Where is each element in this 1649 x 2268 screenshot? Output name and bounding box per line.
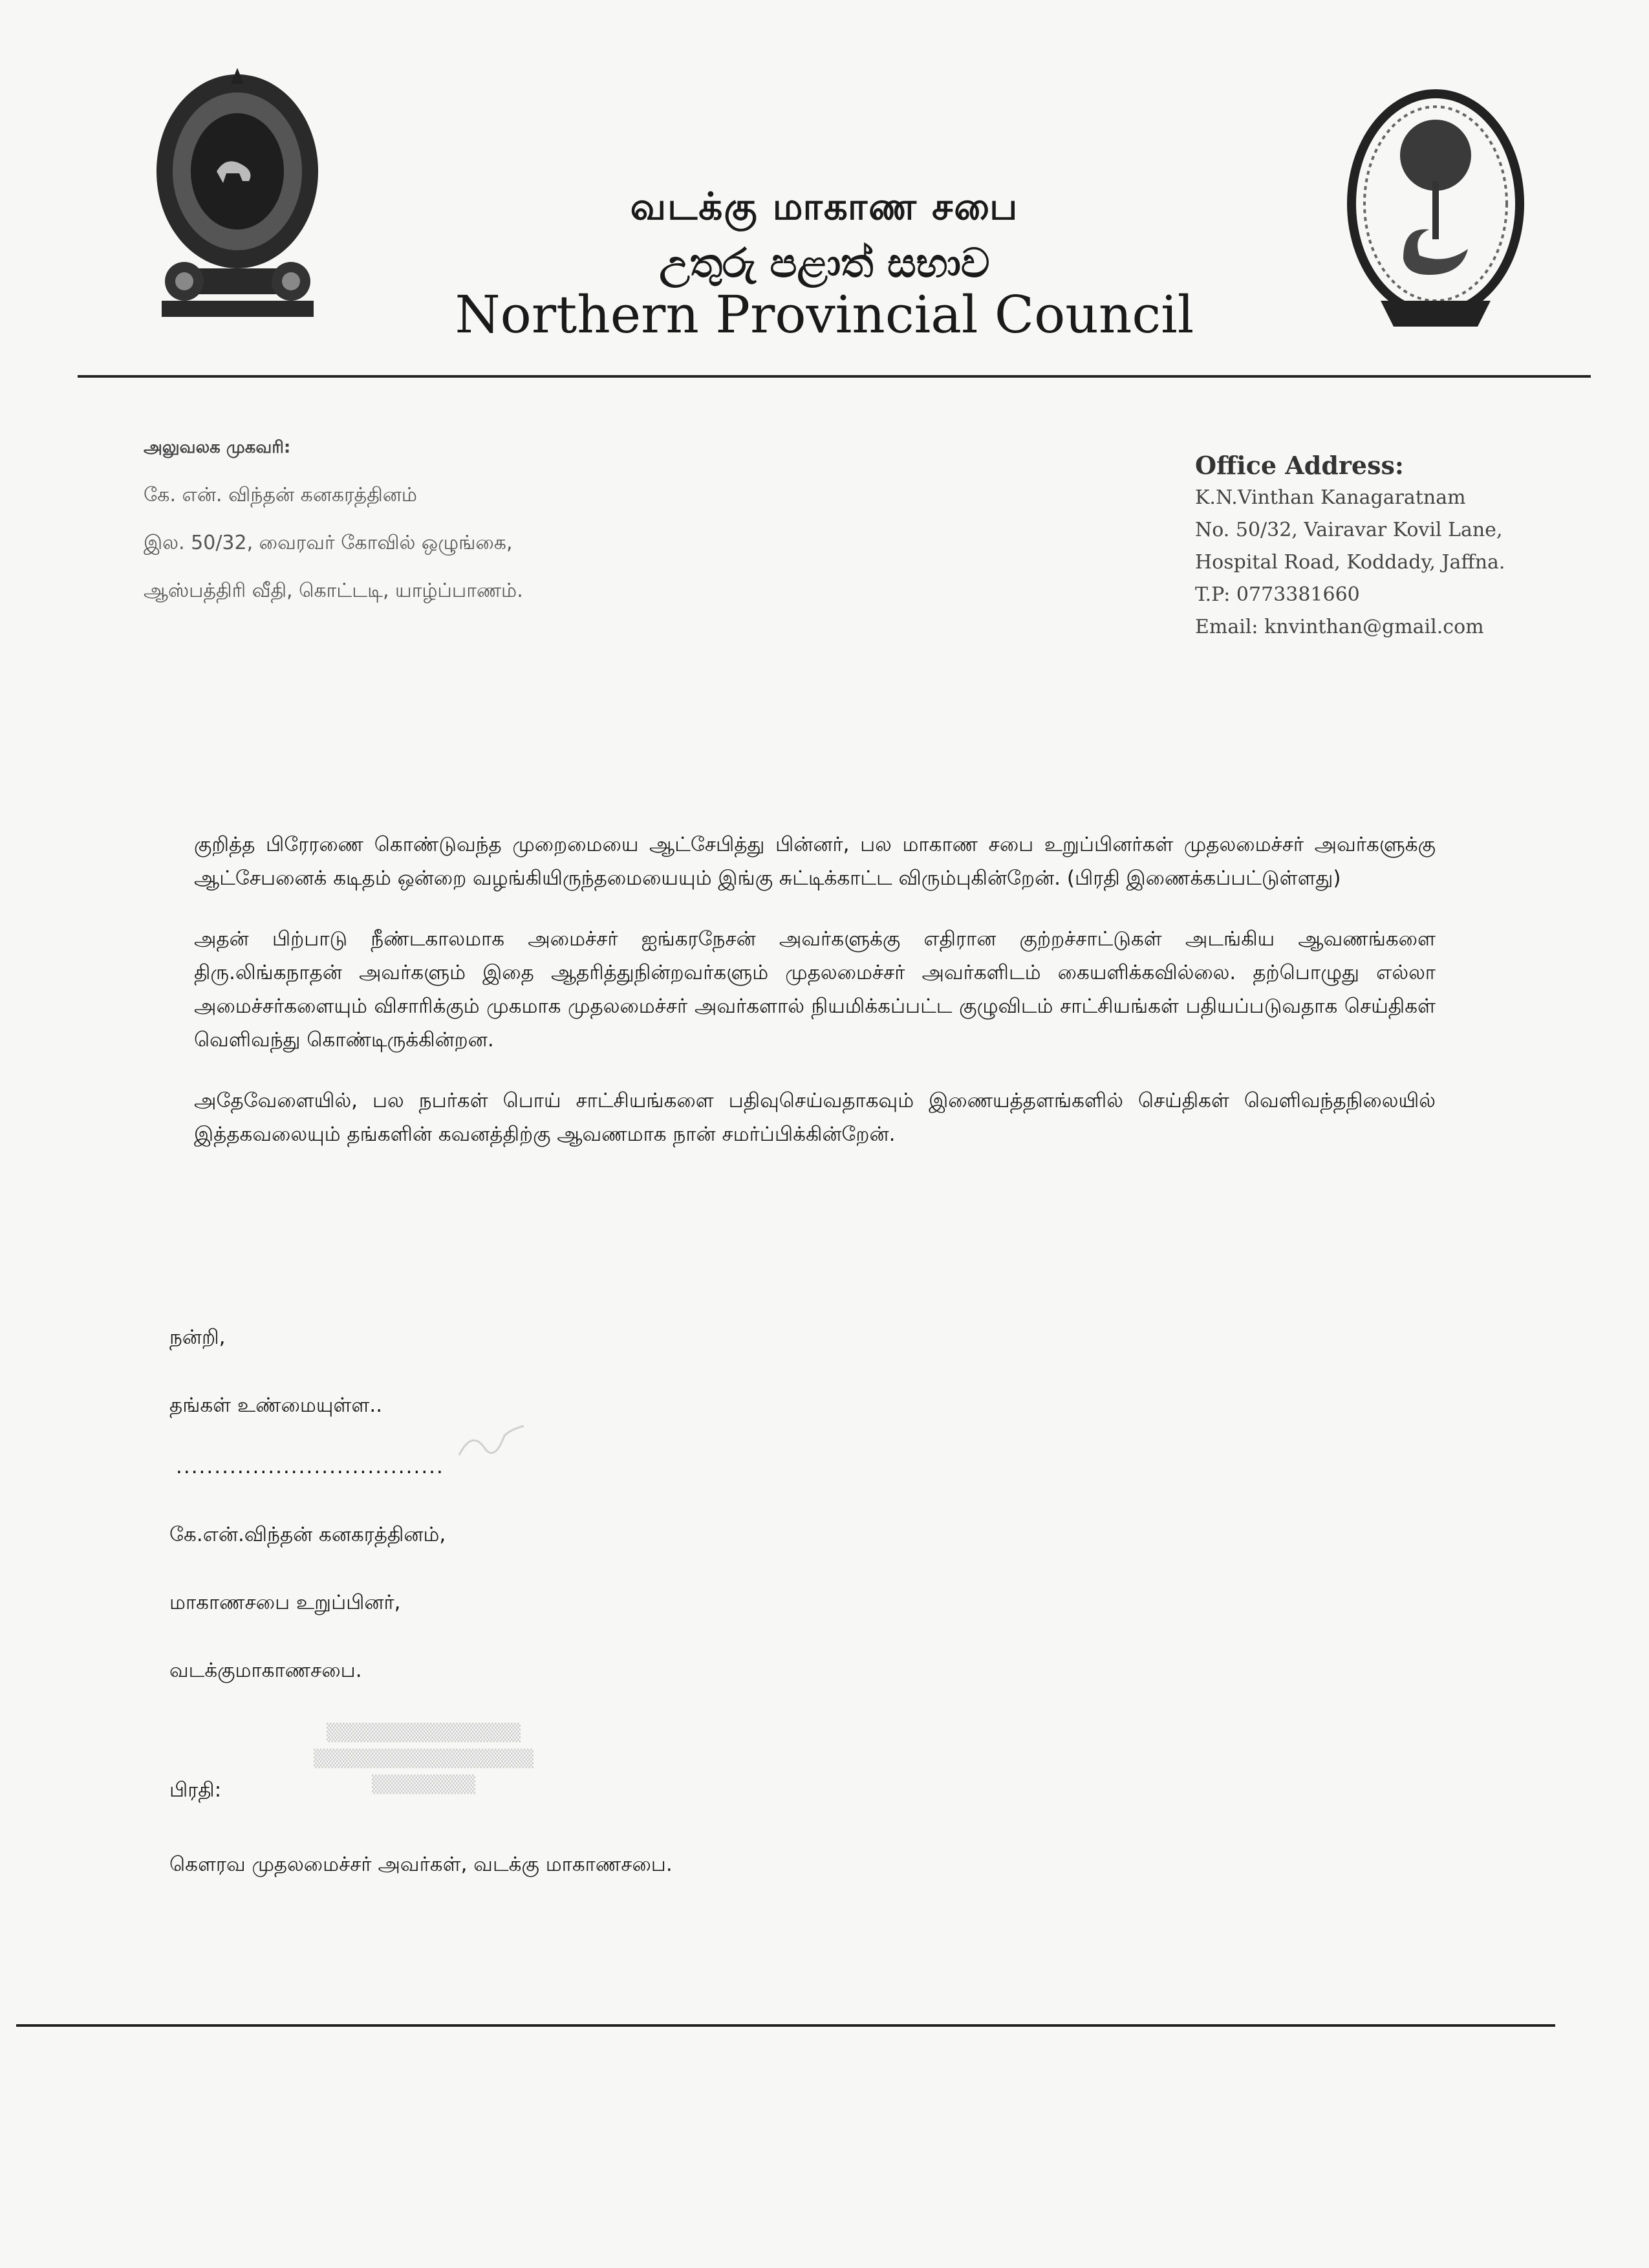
council-title-sinhala: උතුරු පළාත් සභාව: [659, 239, 990, 286]
address-label-tamil: அலுவலக முகவரி:: [144, 438, 291, 457]
closing-thanks: நன்றி,: [169, 1326, 226, 1349]
council-title-english: Northern Provincial Council: [455, 285, 1194, 345]
faint-stamp: ▒▒▒▒▒▒▒▒▒▒▒▒▒▒▒ ▒▒▒▒▒▒▒▒▒▒▒▒▒▒▒▒▒ ▒▒▒▒▒▒▒▒: [314, 1723, 534, 1795]
letter-body: [194, 828, 1436, 1178]
address-label-english: Office Address:: [1195, 451, 1404, 480]
address-line: இல. 50/32, வைரவர் கோவில் ஒழுங்கை,: [144, 532, 513, 554]
address-email: Email: knvinthan@gmail.com: [1195, 616, 1484, 638]
address-line: No. 50/32, Vairavar Kovil Lane,: [1195, 519, 1503, 541]
address-phone: T.P: 0773381660: [1195, 583, 1360, 606]
address-line: K.N.Vinthan Kanagaratnam: [1195, 486, 1466, 509]
copy-recipient: கௌரவ முதலமைச்சர் அவர்கள், வடக்கு மாகாணசபை.: [169, 1853, 673, 1876]
signatory-role: மாகாணசபை உறுப்பினர்,: [169, 1591, 401, 1614]
address-line: Hospital Road, Koddady, Jaffna.: [1195, 551, 1505, 574]
address-line: கே. என். விந்தன் கனகரத்தினம்: [144, 484, 418, 506]
council-title-tamil: வடக்கு மாகாண சபை: [630, 184, 1019, 228]
office-address-tamil: [144, 424, 726, 615]
body-paragraph: அதேவேளையில், பல நபர்கள் பொய் சாட்சியங்களை பதிவுசெய்வதாகவும் இணையத்தளங்களில் செய்திகள் வெளிவந்தநிலையில் இத்தகவலையும் தங்களின் கவனத்திற்கு ஆவணமாக நான் சமர்ப்பிக்கின்றேன்.: [194, 1089, 1436, 1146]
office-address-english: [1195, 449, 1635, 643]
signatory-name: கே.என்.விந்தன் கனகரத்தினம்,: [169, 1523, 446, 1546]
body-paragraph: குறித்த பிரேரணை கொண்டுவந்த முறைமையை ஆட்சேபித்து பின்னர், பல மாகாண சபை உறுப்பினர்கள் முதலமைச்சர் அவர்களுக்கு ஆட்சேபனைக் கடிதம் ஒன்றை வழங்கியிருந்தமையையும் இங்கு சுட்டிக்காட்ட விரும்புகின்றேன். (பிரதி இணைக்கப்பட்டுள்ளது): [194, 833, 1436, 890]
copy-label: பிரதி:: [169, 1778, 222, 1802]
closing-yours: தங்கள் உண்மையுள்ள..: [169, 1394, 383, 1417]
footer-divider: [16, 2024, 1555, 2027]
address-line: ஆஸ்பத்திரி வீதி, கொட்டடி, யாழ்ப்பாணம்.: [144, 579, 523, 602]
signature-mark: [453, 1423, 530, 1462]
signatory-org: வடக்குமாகாணசபை.: [169, 1659, 362, 1682]
signature-line: ...................................: [176, 1455, 444, 1478]
body-paragraph: அதன் பிற்பாடு நீண்டகாலமாக அமைச்சர் ஐங்கரநேசன் அவர்களுக்கு எதிரான குற்றச்சாட்டுகள் அடங்கிய ஆவணங்களை திரு.லிங்கநாதன் அவர்களும் இதை ஆதரித்துநின்றவர்களும் முதலமைச்சர் அவர்களிடம் கையளிக்கவில்லை. தற்பொழுது எல்லா அமைச்சர்களையும் விசாரிக்கும் முகமாக முதலமைச்சர் அவர்களால் நியமிக்கப்பட்ட குழுவிடம் சாட்சியங்கள் பதியப்படுவதாக செய்திகள் வெளிவந்து கொண்டிருக்கின்றன.: [194, 927, 1436, 1052]
header-divider: [78, 375, 1591, 378]
